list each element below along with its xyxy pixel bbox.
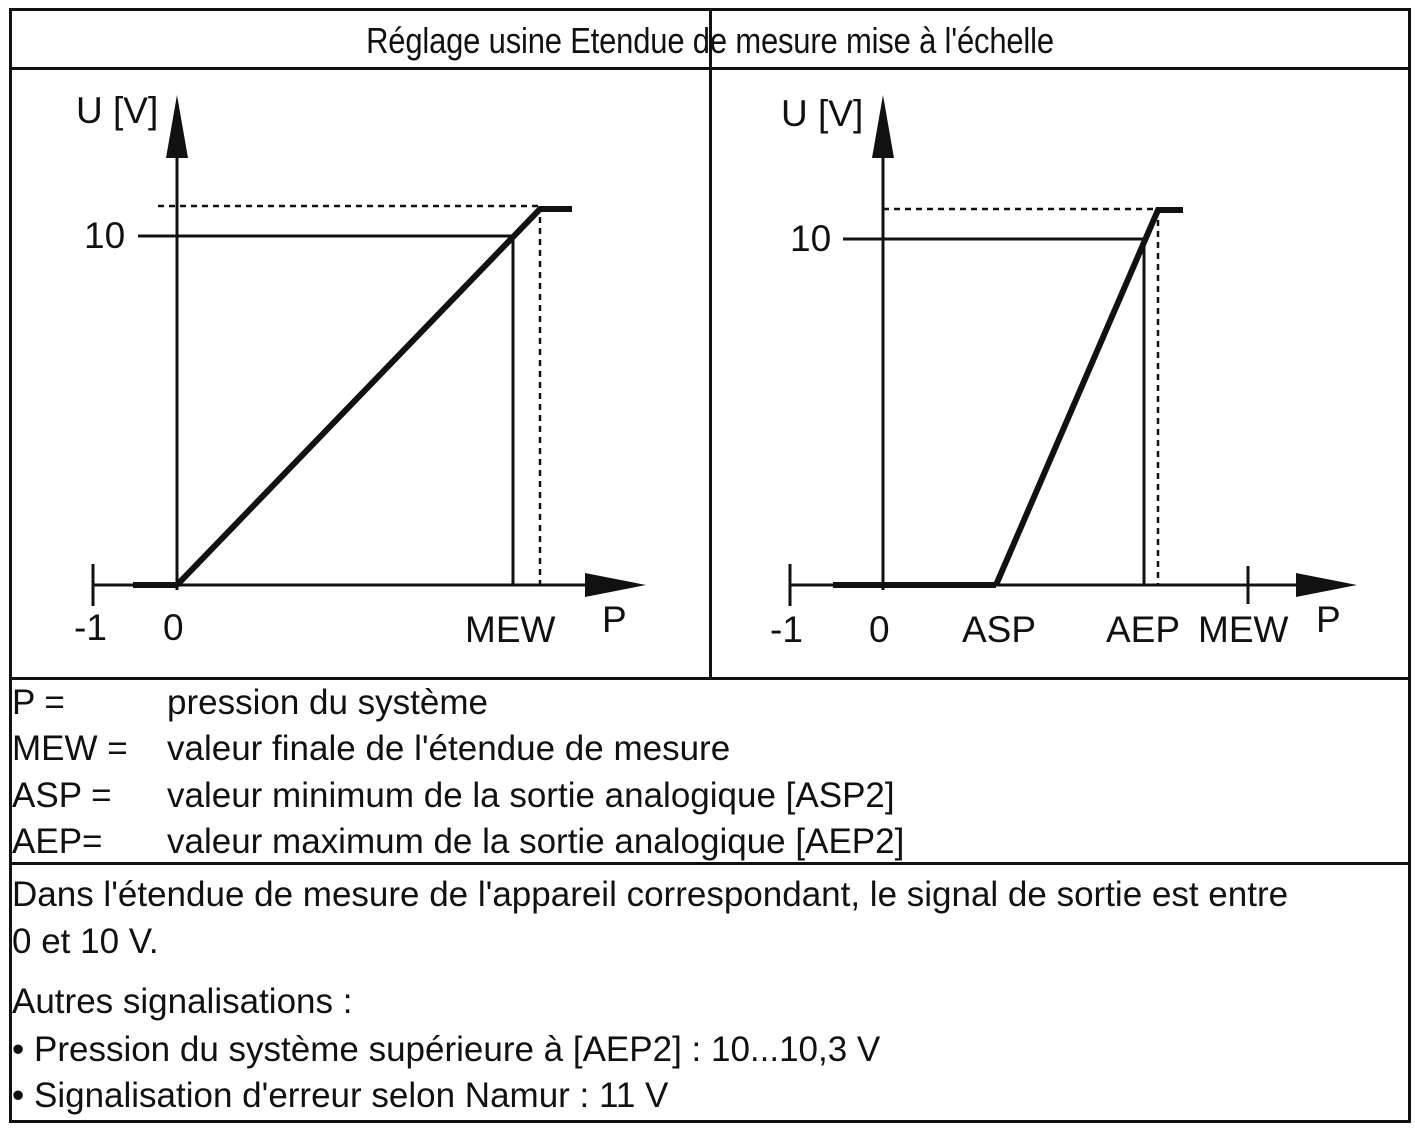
right-x-tick-aep: AEP	[1106, 609, 1181, 650]
legend-key: AEP=	[12, 822, 103, 861]
left-x-arrow	[585, 573, 646, 597]
right-chart	[770, 93, 1357, 650]
legend-row-asp	[12, 776, 895, 816]
legend-key: P =	[12, 683, 65, 722]
legend-row-mew	[12, 729, 730, 769]
right-x-tick-minus1: -1	[770, 609, 803, 650]
right-y-arrow	[872, 95, 894, 158]
legend-row-p	[12, 683, 488, 723]
legend-key: MEW =	[12, 729, 128, 768]
legend-value: valeur maximum de la sortie analogique [AEP2]	[167, 822, 905, 861]
right-y-axis-label: U [V]	[781, 93, 864, 134]
legend-value: valeur minimum de la sortie analogique [ASP2]	[167, 776, 895, 815]
right-x-tick-asp: ASP	[962, 609, 1037, 650]
left-x-tick-0: 0	[163, 607, 184, 648]
note-bullet-2: • Signalisation d'erreur selon Namur : 11 V	[12, 1076, 669, 1115]
legend-value: pression du système	[167, 683, 488, 722]
legend-value: valeur finale de l'étendue de mesure	[167, 729, 731, 768]
right-x-tick-mew: MEW	[1198, 609, 1289, 650]
legend-key: ASP =	[12, 776, 112, 815]
right-x-tick-0: 0	[869, 609, 890, 650]
right-x-arrow	[1296, 573, 1357, 597]
left-chart	[74, 90, 646, 650]
note-line-3: Autres signalisations :	[12, 982, 353, 1021]
right-x-axis-label: P	[1316, 599, 1341, 640]
left-x-tick-mew: MEW	[465, 609, 556, 650]
left-y-tick-10: 10	[84, 215, 126, 256]
legend-row-aep	[12, 822, 904, 862]
note-line-2: 0 et 10 V.	[12, 922, 159, 961]
right-y-tick-10: 10	[790, 218, 832, 259]
header-title: Réglage usine Etendue de mesure mise à l'échelle	[366, 20, 1054, 61]
note-line-1: Dans l'étendue de mesure de l'appareil correspondant, le signal de sortie est entre	[12, 875, 1289, 914]
left-y-axis-label: U [V]	[76, 90, 159, 131]
left-x-tick-minus1: -1	[74, 607, 107, 648]
right-characteristic-curve	[996, 210, 1183, 585]
left-y-arrow	[166, 95, 188, 158]
left-x-axis-label: P	[602, 599, 627, 640]
note-bullet-1: • Pression du système supérieure à [AEP2] : 10...10,3 V	[12, 1030, 881, 1069]
